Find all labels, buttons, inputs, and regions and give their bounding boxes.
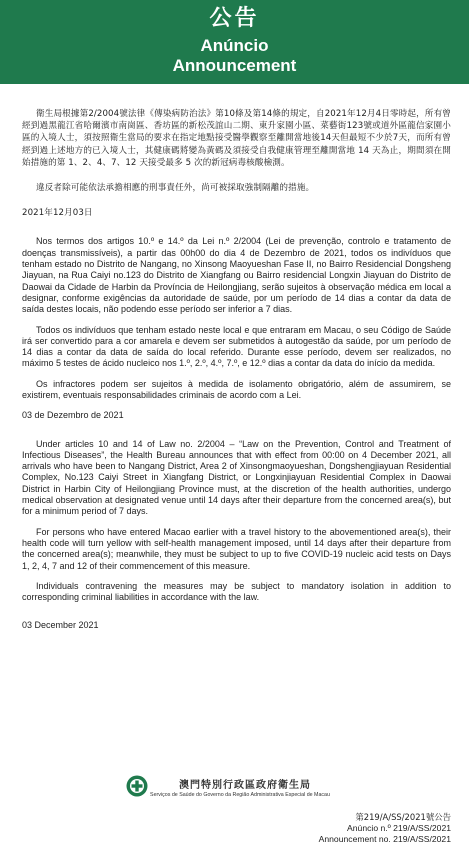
announcement-reference bbox=[319, 812, 451, 845]
en-date: 03 December 2021 bbox=[22, 620, 99, 631]
pt-date: 03 de Dezembro de 2021 bbox=[22, 410, 124, 421]
reference-pt: Anúncio n.º 219/A/SS/2021 bbox=[347, 823, 451, 833]
zh-paragraph-1: 衛生局根據第2/2004號法律《傳染病防治法》第10條及第14條的規定，自2021年12月4日零時起，所有曾經到過黑龍江省哈爾濱市南崗區、香坊區的新松茂誼山二期、東升家園小區、菜藝街123號或道外區龍信家園小區的入境人士，須按照衛生當局的要求在指定地點接受醫學觀察至離開當地後14天但最短不少於7天，而所有曾經到過上述地方的已入境人士，其健康碼將變為黃碼及須接受自我健康管理至離開當地 14 天為止，期間須在開始措施的第 1、2、4、7、12 天接受最多 5 次的新冠病毒核酸檢測。 bbox=[22, 109, 451, 168]
header-banner bbox=[0, 0, 469, 84]
zh-date: 2021年12月03日 bbox=[22, 208, 93, 219]
title-zh: 公告 bbox=[209, 6, 260, 31]
org-name-zh: 澳門特別行政區政府衛生局 bbox=[179, 780, 311, 791]
title-en: Announcement bbox=[172, 56, 297, 75]
en-paragraph-1: Under articles 10 and 14 of Law no. 2/2004 – “Law on the Prevention, Control and Treatment of Infectious Diseases”, the Health Bureau announces that with effect from 00:00 on 4 December 2021, all arrivals who have been to Nangang District, Area 2 of Xinsongmaoyueshan, Dongshengjiayuan Residential Complex, No.123 Caiyi Street in Xiangfang District, or Longxinjiayuan Residential Complex in Daowai District in Harbin City of Heilongjiang Province must, at the discretion of the health authorities, undergo medical observation at designated venue until 14 days after their departure from the concerned area(s), but for a minimum period of 7 days. bbox=[22, 438, 451, 517]
pt-paragraph-2: Todos os indivíduos que tenham estado neste local e que entraram em Macau, o seu Código de Saúde irá ser convertido para a cor amarela e devem ser submetidos à autogestão da saúde, por um período de 14 dias a contar da data de saída do local referido. Durante esse período, devem ser realizados, no máximo 5 testes de ácido nucleico nos 1.º, 2.º, 4.º, 7.º, e 12.º dias a contar da data do início da medida. bbox=[22, 324, 451, 369]
reference-en: Announcement no. 219/A/SS/2021 bbox=[318, 834, 451, 844]
pt-paragraph-3: Os infractores podem ser sujeitos à medida de isolamento obrigatório, além de assumirem, se existirem, eventuais responsabilidades criminais de acordo com a Lei. bbox=[22, 378, 451, 400]
health-bureau-logo bbox=[0, 764, 469, 810]
en-paragraph-2: For persons who have entered Macao earlier with a travel history to the abovementioned area(s), their health code will turn yellow with self-health management imposed, until 14 days after their departure from the concerned area(s); meanwhile, they must be subject to up to five COVID-19 nucleic acid tests on Days 1, 2, 4, 7 and 12 of their commencement of this measure. bbox=[22, 526, 451, 571]
org-name-pt: Serviços de Saúde do Governo da Região Administrativa Especial de Macau bbox=[150, 792, 330, 798]
pt-paragraph-1: Nos termos dos artigos 10.º e 14.º da Lei n.º 2/2004 (Lei de prevenção, controlo e tratamento de doenças transmissíveis), a partir das 00h00 do dia 4 de Dezembro de 2021, todos os indivíduos que tenham estado no Distrito de Nangang, no Xinsong Maoyueshan Fase II, no Bairro Residencial Dongsheng Jiayuan, na Rua Caiyi no.123 do Distrito de Xiangfang ou Bairro residencial Longxin Jiayuan do Distrito de Daowai da Cidade de Harbin da Província de Heilongjiang, serão sujeitos à observação médica em local a designar, conforme exigências da autoridade de saúde, por um período de 14 dias a contar da data de saída destes locais, não podendo esse período ser inferior a 7 dias. bbox=[22, 236, 451, 315]
en-paragraph-3: Individuals contravening the measures may be subject to mandatory isolation in addition to corresponding criminal liabilities in accordance with the law. bbox=[22, 580, 451, 603]
zh-paragraph-2: 違反者除可能依法承擔相應的刑事責任外，尚可被採取強制隔離的措施。 bbox=[36, 183, 315, 194]
announcement-body bbox=[0, 108, 469, 632]
reference-zh: 第219/A/SS/2021號公告 bbox=[355, 812, 451, 822]
title-pt: Anúncio bbox=[200, 36, 269, 55]
